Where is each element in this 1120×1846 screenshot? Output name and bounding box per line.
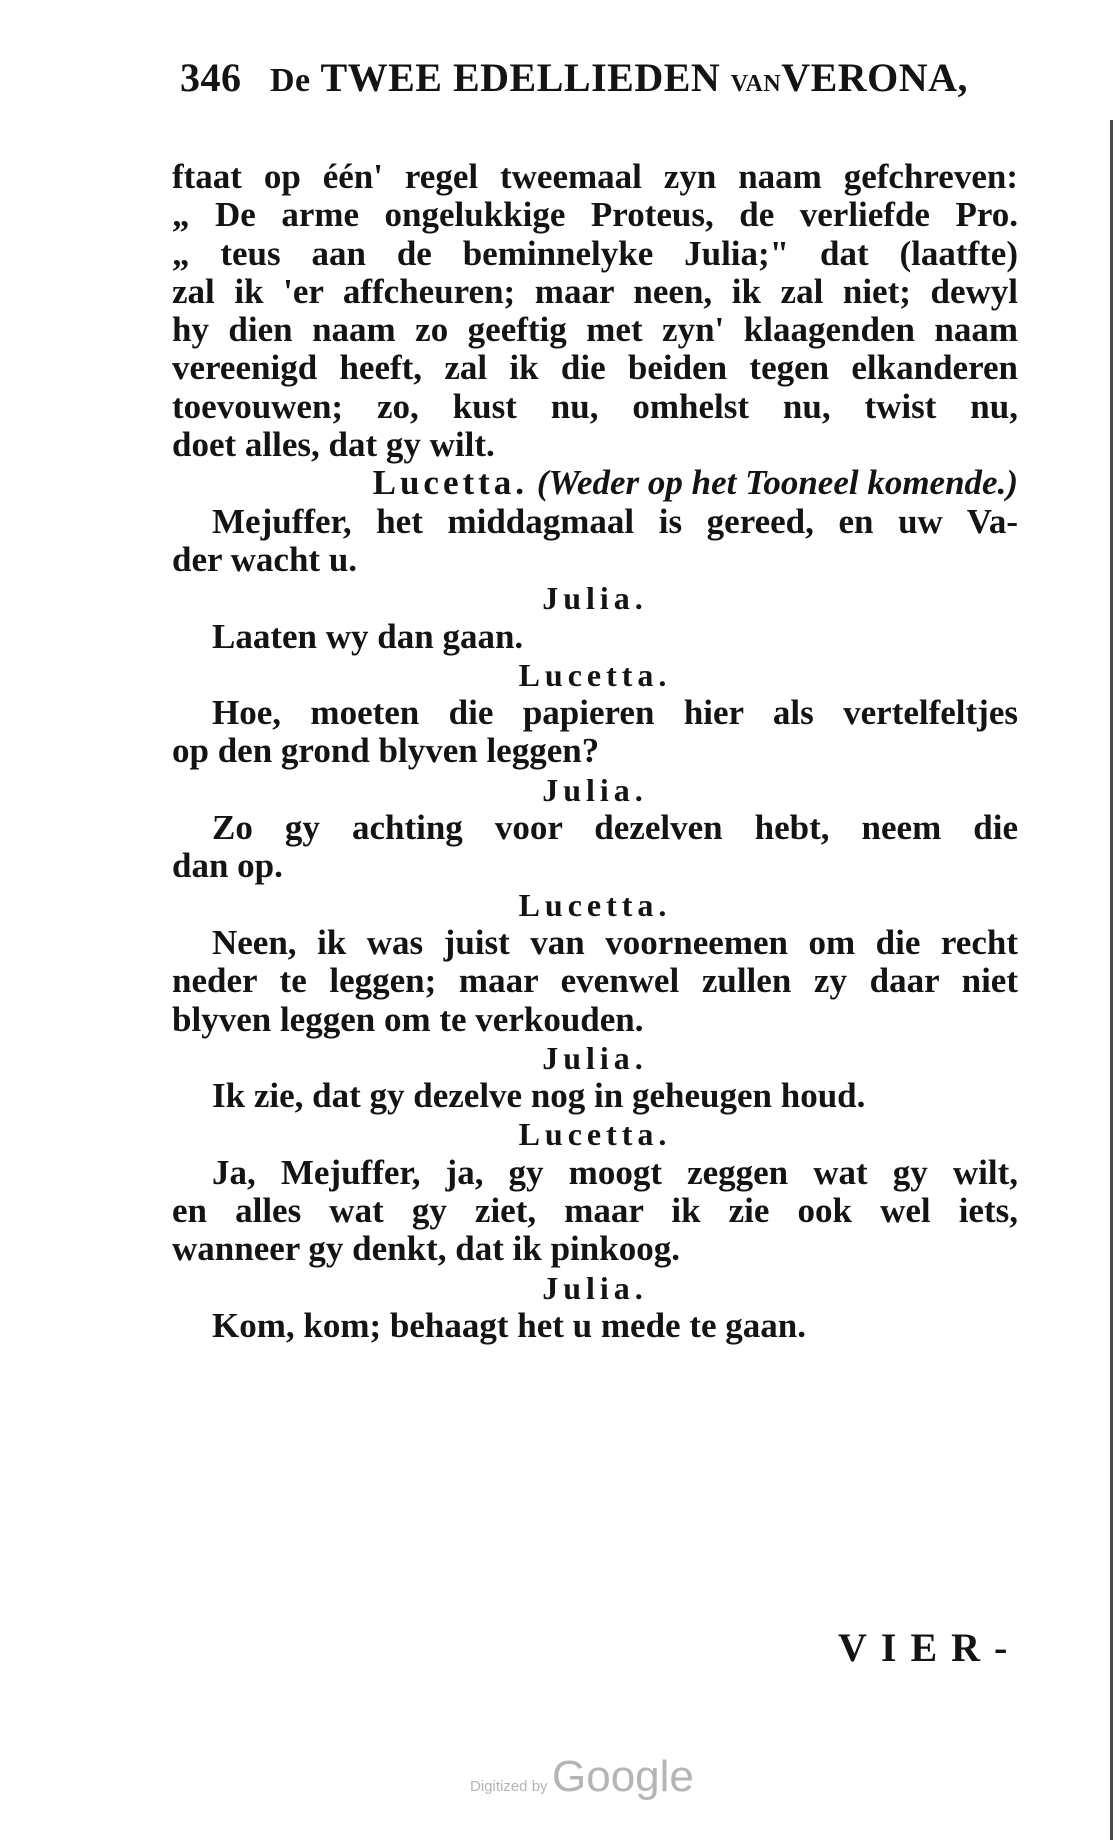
dialogue-line: op den grond blyven leggen? xyxy=(172,731,600,771)
text-line: „ De arme ongelukkige Proteus, de verliefde Pro. xyxy=(172,195,1018,235)
watermark-prefix: Digitized by xyxy=(470,1778,548,1795)
digitized-watermark xyxy=(470,1752,694,1802)
header-title-city: VERONA, xyxy=(781,55,969,100)
dialogue-line: Ja, Mejuffer, ja, gy moogt zeggen wat gy wilt, xyxy=(212,1152,1018,1192)
text-line: ftaat op één' regel tweemaal zyn naam gefchreven: xyxy=(172,157,1018,196)
page-edge-shadow xyxy=(1110,120,1113,1840)
header-title-main: TWEE EDELLIEDEN xyxy=(320,55,721,100)
text-line: hy dien naam zo geeftig met zyn' klaagenden naam xyxy=(172,310,1018,350)
google-logo: Google xyxy=(552,1752,694,1801)
speaker-name: Lucetta. xyxy=(518,656,672,693)
header-title-van: VAN xyxy=(730,71,782,97)
dialogue-line: blyven leggen om te verkouden. xyxy=(172,999,644,1039)
text-line: zal ik 'er affcheuren; maar neen, ik zal niet; dewyl xyxy=(172,271,1018,311)
text-line: vereenigd heeft, zal ik die beiden tegen elkanderen xyxy=(172,348,1018,388)
catchword: VIER- xyxy=(838,1625,1022,1670)
speaker-name: Julia. xyxy=(542,1269,648,1306)
speaker-name: Julia. xyxy=(542,771,648,808)
header-title-de: De xyxy=(270,62,311,99)
speaker-heading xyxy=(172,464,1018,502)
dialogue-line: en alles wat gy ziet, maar ik zie ook wel iets, xyxy=(172,1191,1018,1231)
dialogue-line: Ik zie, dat gy dezelve nog in geheugen houd. xyxy=(212,1076,866,1116)
dialogue-line: wanneer gy denkt, dat ik pinkoog. xyxy=(172,1229,680,1269)
text-body xyxy=(172,158,1018,1345)
speaker-name: Julia. xyxy=(542,1039,648,1076)
dialogue-line: Hoe, moeten die papieren hier als vertelfeltjes xyxy=(212,693,1018,733)
speaker-name: Lucetta. xyxy=(518,1116,672,1153)
text-line: doet alles, dat gy wilt. xyxy=(172,425,495,465)
text-line: toevouwen; zo, kust nu, omhelst nu, twist nu, xyxy=(172,386,1018,426)
speaker-name: Lucetta. xyxy=(372,463,529,503)
dialogue-line: Laaten wy dan gaan. xyxy=(212,616,524,656)
stage-direction: (Weder op het Tooneel komende.) xyxy=(536,463,1018,503)
dialogue-line: Mejuffer, het middagmaal is gereed, en uw Va- xyxy=(212,501,1018,541)
text-line: „ teus aan de beminnelyke Julia;" dat (laatfte) xyxy=(172,233,1018,273)
dialogue-line: Zo gy achting voor dezelven hebt, neem die xyxy=(212,808,1018,848)
speaker-name: Lucetta. xyxy=(518,886,672,923)
dialogue-line: dan op. xyxy=(172,846,283,886)
running-header xyxy=(180,55,1018,100)
dialogue-line: Kom, kom; behaagt het u mede te gaan. xyxy=(212,1305,806,1345)
speaker-name: Julia. xyxy=(542,580,648,617)
dialogue-line: der wacht u. xyxy=(172,539,358,579)
dialogue-line: neder te leggen; maar evenwel zullen zy daar niet xyxy=(172,961,1018,1001)
page-number: 346 xyxy=(180,55,242,100)
dialogue-line: Neen, ik was juist van voorneemen om die recht xyxy=(212,922,1018,962)
